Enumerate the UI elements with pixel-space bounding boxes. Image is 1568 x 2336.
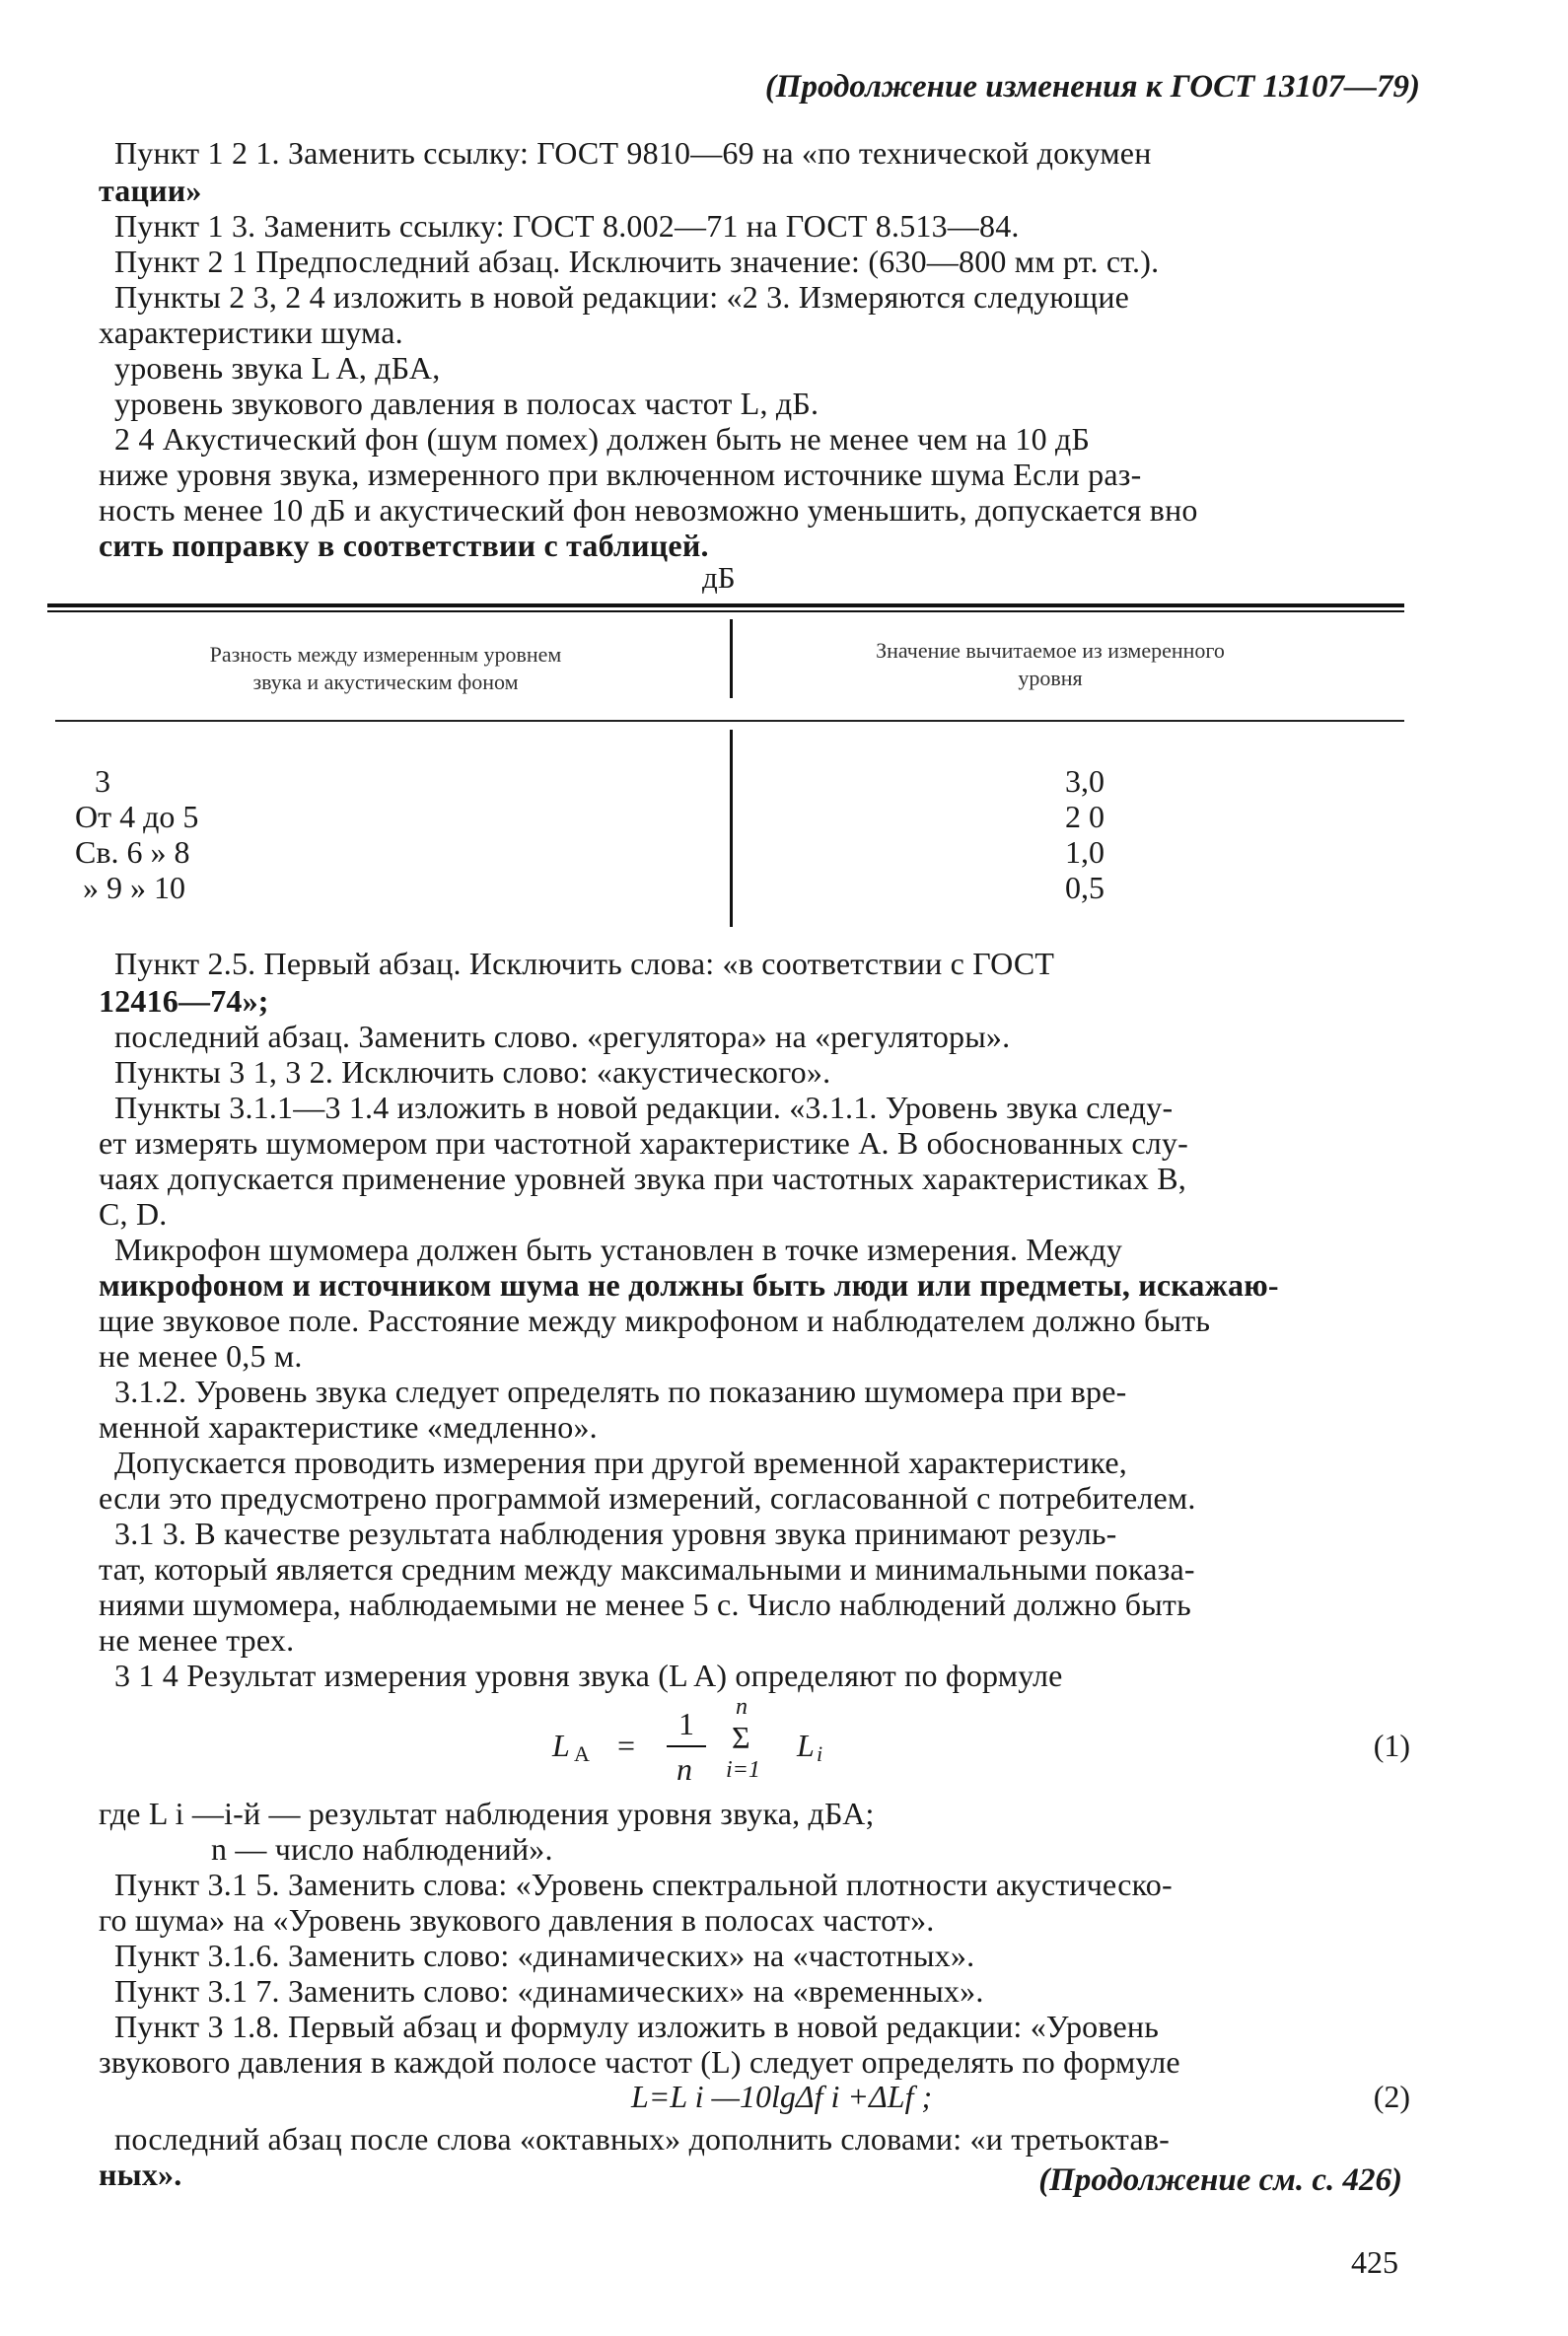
text-line: Пункты 2 3, 2 4 изложить в новой редакции: «2 3. Измеряются следующие [114,279,1130,315]
text-line: Пункты 3 1, 3 2. Исключить слово: «акустического». [114,1054,831,1090]
text-line: где L i —i-й — результат наблюдения уровня звука, дБА; [99,1796,875,1831]
text-line: если это предусмотрено программой измерений, согласованной с потребителем. [99,1480,1196,1516]
text-line: Пункт 3.1 7. Заменить слово: «динамических» на «временных». [114,1973,984,2009]
text-line: звукового давления в каждой полосе частот (L) следует определять по формуле [99,2044,1180,2080]
text-line: Пункты 3.1.1—3 1.4 изложить в новой редакции. «3.1.1. Уровень звука следу- [114,1090,1174,1125]
text-line: Допускается проводить измерения при другой временной характеристике, [114,1445,1127,1480]
text-line: ет измерять шумомером при частотной характеристике А. В обоснованных слу- [99,1125,1188,1161]
table-cell-right: 3,0 [1065,763,1105,799]
text-line: Пункт 3.1 5. Заменить слова: «Уровень спектральной плотности акустическо- [114,1867,1173,1902]
table-cell-left: » 9 » 10 [83,870,185,905]
formula-equals: = [617,1728,636,1763]
text-line: не менее трех. [99,1622,295,1658]
text-line: го шума» на «Уровень звукового давления в полосах частот». [99,1902,935,1938]
text-line: ных». [99,2157,182,2192]
sum-upper-limit: n [736,1694,748,1720]
table-header-right-line: уровня [1018,666,1083,690]
text-line: n — число наблюдений». [211,1831,553,1867]
table-cell-left: 3 [95,763,110,799]
table-column-divider [730,730,733,927]
text-line: уровень звука L A, дБА, [114,350,441,386]
text-line: 3.1 3. В качестве результата наблюдения уровня звука принимают резуль- [114,1516,1117,1551]
formula-lhs-sub: A [574,1741,590,1766]
text-line: чаях допускается применение уровней звука при частотных характеристиках В, [99,1161,1187,1196]
table-cell-left: От 4 до 5 [75,799,199,834]
text-line: Пункт 2 1 Предпоследний абзац. Исключить значение: (630—800 мм рт. ст.). [114,244,1160,279]
formula-numerator: 1 [678,1706,694,1741]
text-line: Пункт 1 3. Заменить ссылку: ГОСТ 8.002—71 на ГОСТ 8.513—84. [114,208,1020,244]
page-number: 425 [1351,2244,1398,2280]
text-line: ность менее 10 дБ и акустический фон невозможно уменьшить, допускается вно [99,492,1198,528]
formula-lhs: L [552,1728,570,1763]
sum-lower-limit: i=1 [726,1757,760,1783]
table-cell-right: 0,5 [1065,870,1105,905]
text-line: характеристики шума. [99,315,403,350]
text-line: Микрофон шумомера должен быть установлен в точке измерения. Между [114,1232,1123,1267]
formula-number: (1) [1373,1728,1410,1763]
text-line: сить поправку в соответствии с таблицей. [99,528,709,563]
text-line: Пункт 3 1.8. Первый абзац и формулу изложить в новой редакции: «Уровень [114,2009,1159,2044]
text-line: микрофоном и источником шума не должны быть люди или предметы, искажаю- [99,1267,1279,1303]
text-line: Пункт 1 2 1. Заменить ссылку: ГОСТ 9810—69 на «по технической докумен [114,135,1152,171]
fraction-bar [667,1745,706,1747]
text-line: 3.1.2. Уровень звука следует определять по показанию шумомера при вре- [114,1374,1127,1409]
formula-2: L=L i —10lgΔf i +ΔLf ; [631,2079,933,2114]
sum-symbol: Σ [732,1720,750,1755]
text-line: 3 1 4 Результат измерения уровня звука (L A) определяют по формуле [114,1658,1063,1693]
text-line: ниже уровня звука, измеренного при включенном источнике шума Если раз- [99,457,1142,492]
page-header: (Продолжение изменения к ГОСТ 13107—79) [764,69,1420,105]
text-line: Пункт 2.5. Первый абзац. Исключить слова: «в соответствии с ГОСТ [114,946,1055,981]
table-header-left [95,641,677,696]
table-unit: дБ [702,560,736,595]
text-line: ниями шумомера, наблюдаемыми не менее 5 с. Число наблюдений должно быть [99,1587,1191,1622]
table-top-rule-thin [47,610,1404,612]
table-cell-left: Св. 6 » 8 [75,834,190,870]
text-line: Пункт 3.1.6. Заменить слово: «динамических» на «частотных». [114,1938,975,1973]
text-line: последний абзац после слова «октавных» дополнить словами: «и третьоктав- [114,2121,1171,2157]
table-column-divider [730,619,733,698]
text-line: последний абзац. Заменить слово. «регулятора» на «регуляторы». [114,1019,1011,1054]
continuation-note: (Продолжение см. с. 426) [1038,2162,1402,2198]
text-line: 2 4 Акустический фон (шум помех) должен быть не менее чем на 10 дБ [114,421,1091,457]
text-line: не менее 0,5 м. [99,1338,303,1374]
table-header-left-line: звука и акустическим фоном [252,670,519,694]
formula-denominator: n [677,1751,692,1787]
formula-term: L [797,1728,815,1763]
table-top-rule [47,603,1404,607]
formula-number: (2) [1373,2079,1410,2114]
table-header-right-line: Значение вычитаемое из измеренного [876,638,1225,663]
table-cell-right: 1,0 [1065,834,1105,870]
table-header-left-line: Разность между измеренным уровнем [209,642,562,667]
table-header-right [759,637,1341,692]
formula-term-sub: i [817,1741,823,1766]
text-line: тат, который является средним между максимальными и минимальными показа- [99,1551,1195,1587]
text-line: уровень звукового давления в полосах частот L, дБ. [114,386,820,421]
text-line: 12416—74»; [99,983,269,1019]
table-cell-right: 2 0 [1065,799,1105,834]
text-line: щие звуковое поле. Расстояние между микрофоном и наблюдателем должно быть [99,1303,1211,1338]
text-line: С, D. [99,1196,168,1232]
table-header-rule [55,720,1404,722]
text-line: менной характеристике «медленно». [99,1409,598,1445]
text-line: тации» [99,173,202,208]
